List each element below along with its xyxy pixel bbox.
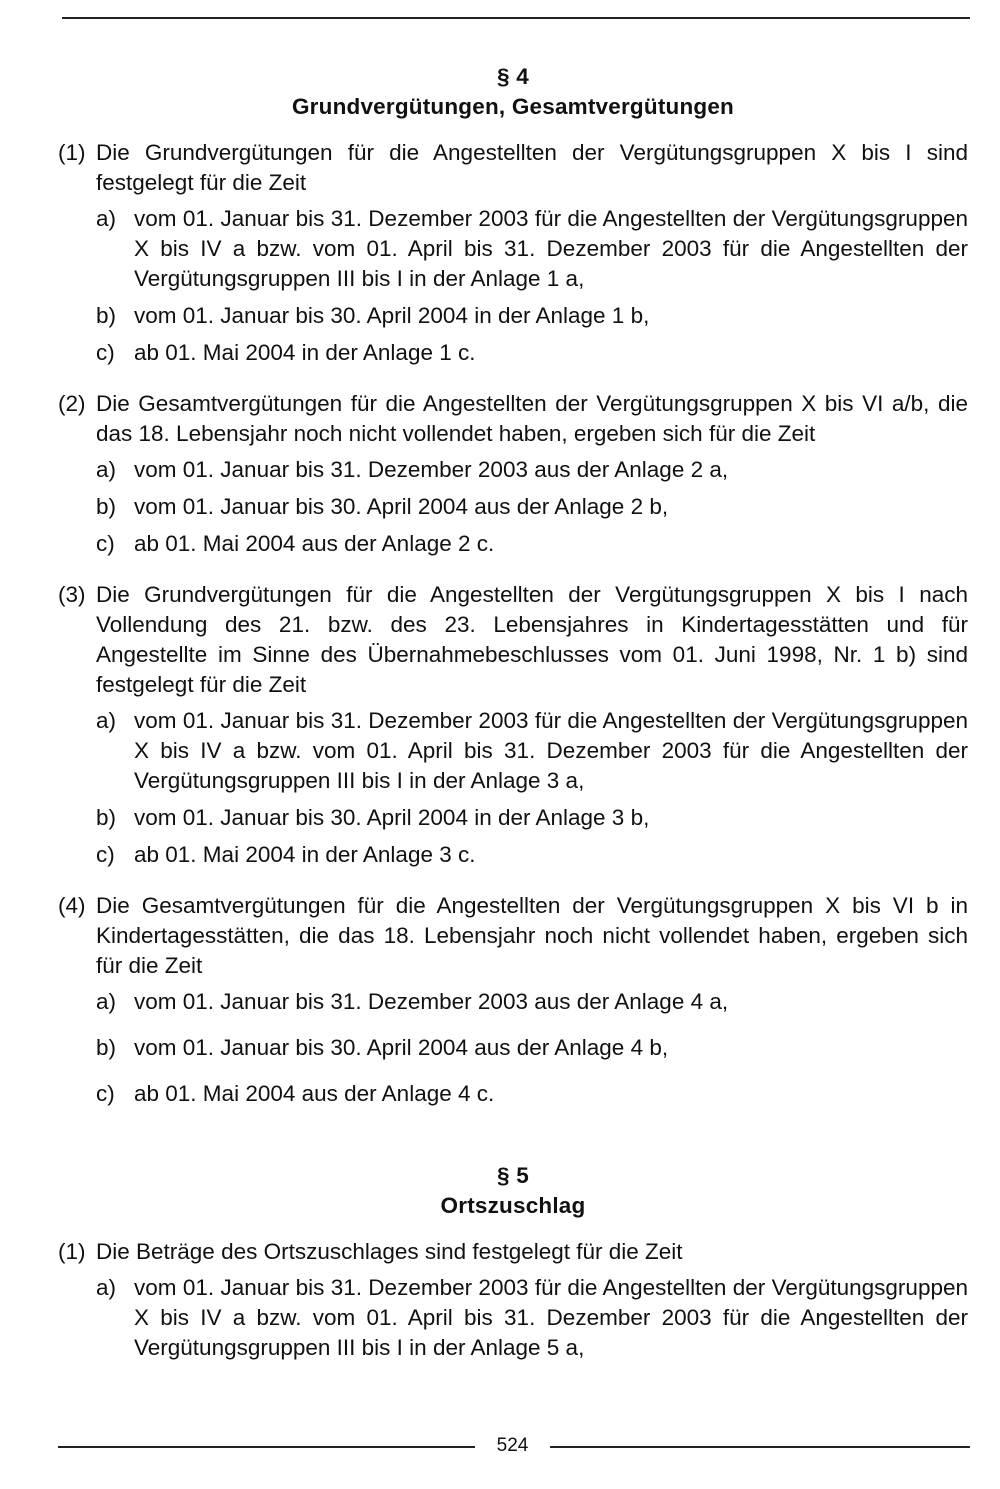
section-number: § 4 [497, 64, 529, 89]
page-footer [58, 1432, 970, 1460]
item-label: b) [96, 1035, 117, 1060]
section-5 [58, 1161, 968, 1370]
item-label: c) [96, 1081, 115, 1106]
section-title: Ortszuschlag [440, 1193, 586, 1218]
item-label: c) [96, 531, 115, 556]
paragraph-number: (1) [58, 140, 86, 165]
page-number: 524 [496, 1435, 529, 1456]
list-item [96, 1033, 968, 1063]
paragraph-text: Die Gesamtvergütungen für die Angestellten der Vergütungsgruppen X bis VI b in Kindertagesstätten, die das 18. Lebensjahr noch nicht vollendet haben, ergeben sich für die Zeit [96, 893, 968, 978]
list-item [96, 492, 968, 522]
paragraph [58, 891, 968, 1125]
paragraph-text: Die Beträge des Ortszuschlages sind festgelegt für die Zeit [96, 1239, 683, 1264]
item-text: vom 01. Januar bis 31. Dezember 2003 für die Angestellten der Vergütungsgruppen X bis IV a bzw. vom 01. April bis 31. Dezember 2003 für die Angestellten der Vergütungsgruppen III bis I in der Anlage 5 a, [134, 1275, 968, 1360]
paragraph-text: Die Gesamtvergütungen für die Angestellten der Vergütungsgruppen X bis VI a/b, die das 18. Lebensjahr noch nicht vollendet haben, ergeben sich für die Zeit [96, 391, 968, 446]
paragraph [58, 389, 968, 566]
list-item [96, 840, 968, 870]
item-label: a) [96, 206, 117, 231]
item-text: ab 01. Mai 2004 aus der Anlage 4 c. [134, 1081, 495, 1106]
list-item [96, 803, 968, 833]
paragraph [58, 580, 968, 877]
item-text: ab 01. Mai 2004 in der Anlage 1 c. [134, 340, 476, 365]
list-item [96, 204, 968, 294]
list-item [96, 1273, 968, 1363]
item-label: c) [96, 842, 115, 867]
item-label: a) [96, 1275, 117, 1300]
paragraph [58, 1237, 968, 1370]
item-text: vom 01. Januar bis 31. Dezember 2003 für die Angestellten der Vergütungsgruppen X bis IV a bzw. vom 01. April bis 31. Dezember 2003 für die Angestellten der Vergütungsgruppen III bis I in der Anlage 3 a, [134, 708, 968, 793]
paragraph-number: (1) [58, 1239, 86, 1264]
item-text: ab 01. Mai 2004 in der Anlage 3 c. [134, 842, 476, 867]
paragraph-number: (3) [58, 582, 86, 607]
list-item [96, 338, 968, 368]
section-heading [58, 62, 968, 122]
list-item [96, 455, 968, 485]
paragraph-number: (2) [58, 391, 86, 416]
section-heading [58, 1161, 968, 1221]
item-text: vom 01. Januar bis 30. April 2004 aus der Anlage 2 b, [134, 494, 669, 519]
item-label: c) [96, 340, 115, 365]
list-item [96, 529, 968, 559]
paragraph-number: (4) [58, 893, 86, 918]
item-label: b) [96, 303, 117, 328]
item-label: b) [96, 494, 117, 519]
item-label: b) [96, 805, 117, 830]
list-item [96, 706, 968, 796]
item-label: a) [96, 457, 117, 482]
item-label: a) [96, 989, 117, 1014]
item-text: vom 01. Januar bis 31. Dezember 2003 für die Angestellten der Vergütungsgruppen X bis IV a bzw. vom 01. April bis 31. Dezember 2003 für die Angestellten der Vergütungsgruppen III bis I in der Anlage 1 a, [134, 206, 968, 291]
item-text: ab 01. Mai 2004 aus der Anlage 2 c. [134, 531, 495, 556]
footer-rule-right [550, 1446, 970, 1448]
paragraph [58, 138, 968, 375]
document-content [58, 62, 968, 1384]
section-number: § 5 [497, 1163, 529, 1188]
item-text: vom 01. Januar bis 30. April 2004 in der Anlage 1 b, [134, 303, 650, 328]
paragraph-text: Die Grundvergütungen für die Angestellten der Vergütungsgruppen X bis I nach Vollendung des 21. bzw. des 23. Lebensjahres in Kindertagesstätten und für Angestellte im Sinne des Übernahmebeschlusses vom 01. Juni 1998, Nr. 1 b) sind festgelegt für die Zeit [96, 582, 968, 697]
item-text: vom 01. Januar bis 30. April 2004 in der Anlage 3 b, [134, 805, 650, 830]
footer-rule-left [58, 1446, 475, 1448]
item-label: a) [96, 708, 117, 733]
item-text: vom 01. Januar bis 30. April 2004 aus der Anlage 4 b, [134, 1035, 669, 1060]
list-item [96, 301, 968, 331]
top-rule [62, 17, 970, 19]
list-item [96, 1079, 968, 1109]
section-4 [58, 62, 968, 1125]
list-item [96, 987, 968, 1017]
paragraph-text: Die Grundvergütungen für die Angestellten der Vergütungsgruppen X bis I sind festgelegt für die Zeit [96, 140, 968, 195]
item-text: vom 01. Januar bis 31. Dezember 2003 aus der Anlage 2 a, [134, 457, 729, 482]
item-text: vom 01. Januar bis 31. Dezember 2003 aus der Anlage 4 a, [134, 989, 729, 1014]
section-title: Grundvergütungen, Gesamtvergütungen [291, 94, 735, 119]
